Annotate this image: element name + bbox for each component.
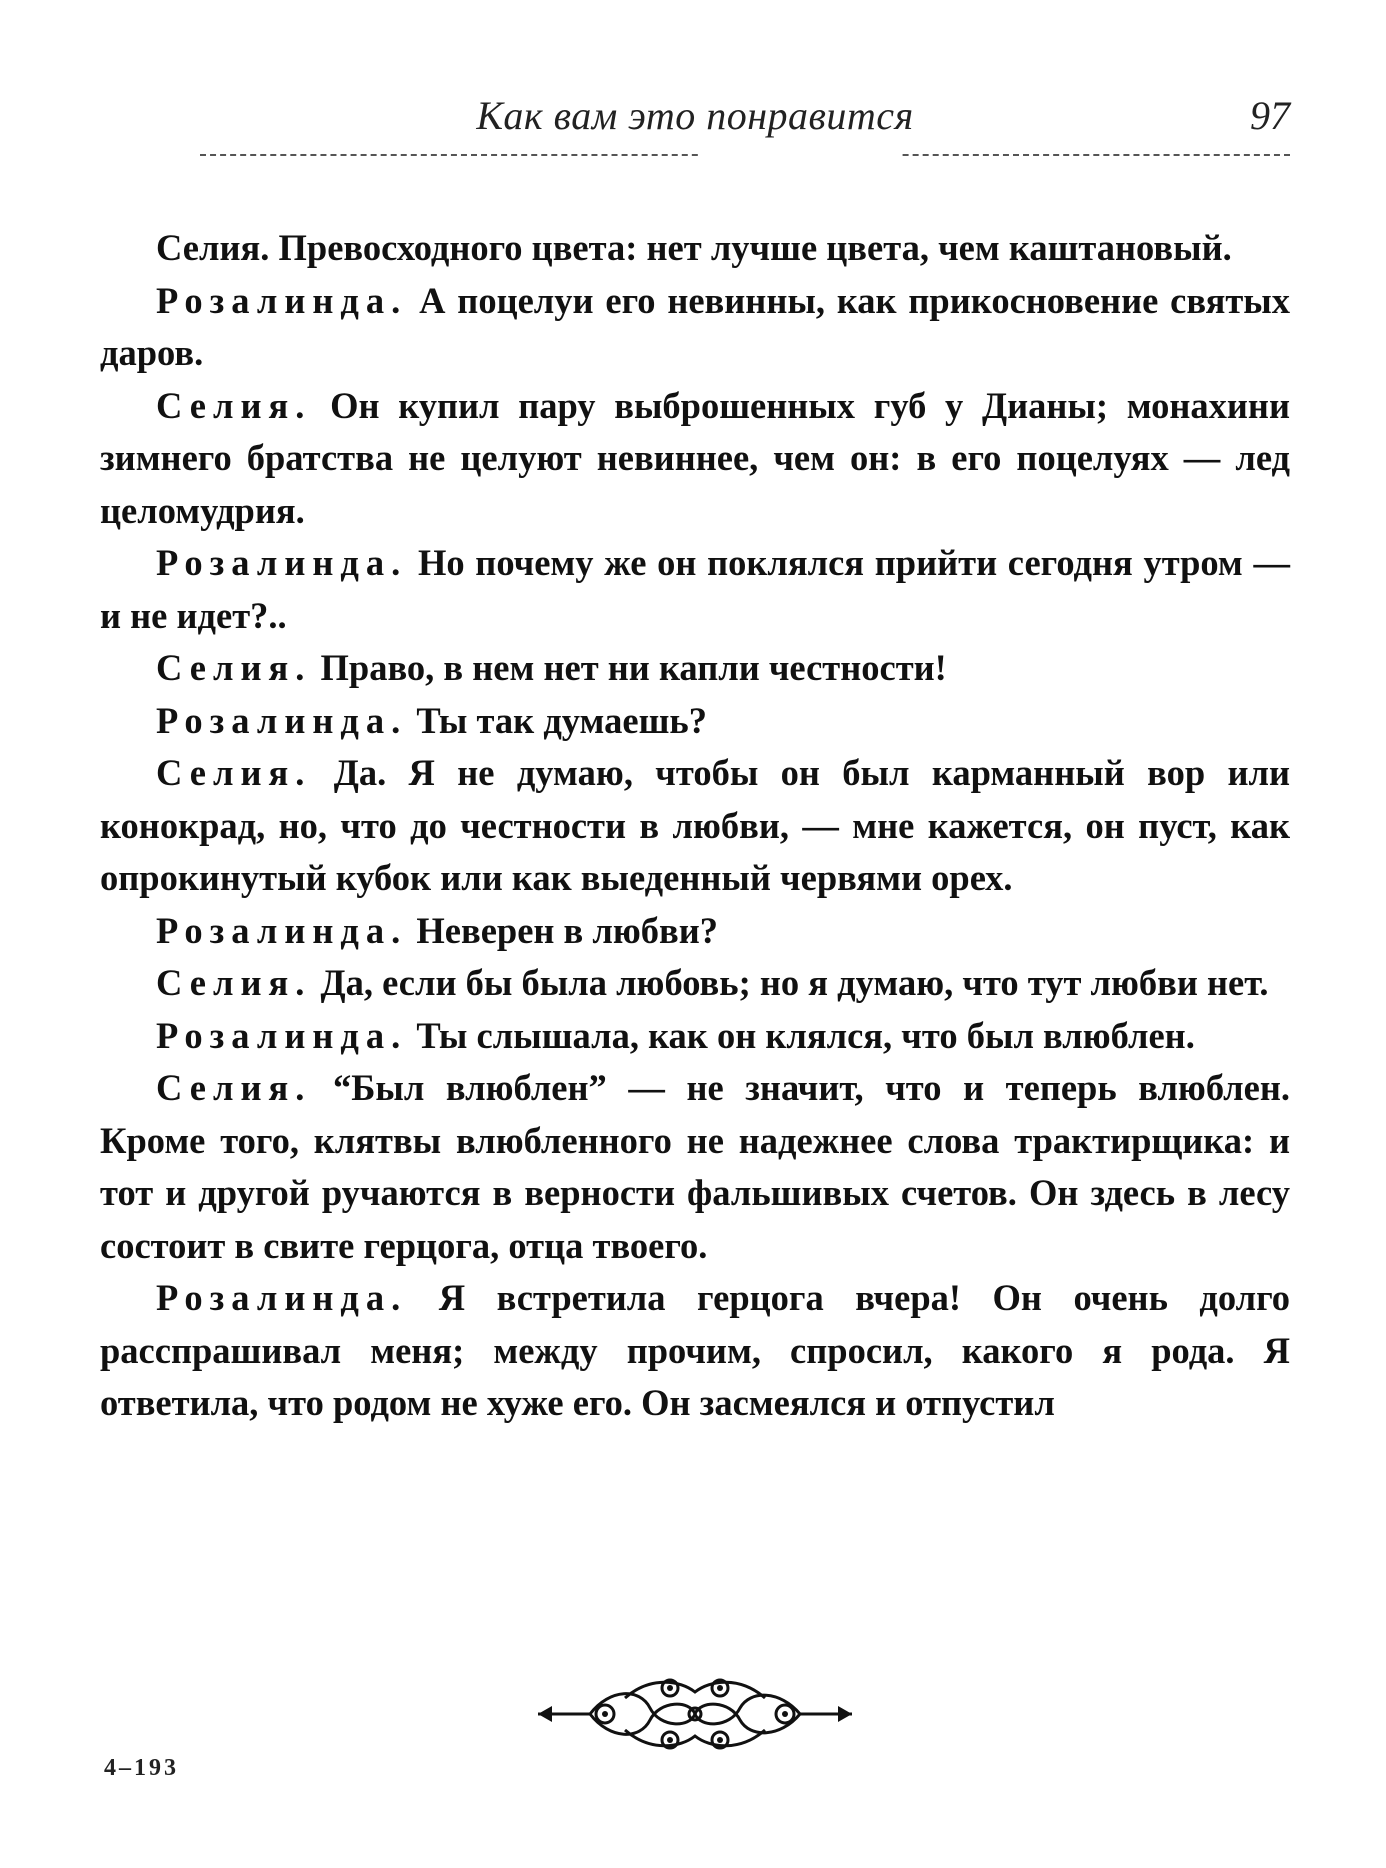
speech-text: Неверен в любви? [407,909,718,951]
speech-text: Ты так думаешь? [407,699,707,741]
speaker-name: Розалинда. [156,1014,408,1056]
printer-signature-mark: 4–193 [104,1755,179,1781]
speaker-name: Розалинда. [156,699,408,741]
speaker-name: Розалинда. [156,279,408,321]
dialogue-paragraph [100,642,1290,695]
speaker-name: Селия. [156,962,312,1003]
speech-text: Я встретила герцога вчера! Он очень долго расспрашивал меня; между прочим, спросил, какого я рода. Я ответила, что родом не хуже его. Он засмеялся и отпустил [100,1277,1290,1423]
speech-text: Да. Я не думаю, чтобы он был карманный вор или конокрад, но, что до честности в любви, — мне кажется, он пуст, как опрокинутый кубок или как выеденный червями орех. [100,752,1290,898]
speech-text: Превосходного цвета: нет лучше цвета, чем каштановый. [269,227,1232,268]
speech-text: Но почему же он поклялся прийти сегодня утром — и не идет?.. [100,542,1290,636]
floral-ornament-icon [530,1668,860,1758]
header-rule-gap [700,150,900,158]
speaker-name: Селия. [156,1067,312,1108]
dialogue-paragraph [100,957,1290,1010]
speaker-name: Розалинда. [156,1277,408,1318]
dialogue-paragraph [100,1062,1290,1272]
dialogue-paragraph [100,905,1290,958]
dialogue-paragraph [100,537,1290,642]
speaker-name: Селия. [156,384,312,426]
speaker-name: Розалинда. [156,542,408,583]
speech-text: Он купил пару выброшенных губ у Дианы; монахини зимнего братства не целуют невиннее, чем он: в его поцелуях — лед целомудрия. [100,384,1290,531]
dialogue-paragraph [100,1272,1290,1430]
speech-text: Да, если бы была любовь; но я думаю, что тут любви нет. [311,962,1269,1003]
dialogue-paragraph [100,747,1290,905]
speech-text: Ты слышала, как он клялся, что был влюблен. [407,1014,1195,1056]
floral-ornament-svg [530,1668,860,1758]
speaker-name: Селия. [156,752,312,793]
running-head [100,92,1290,152]
dialogue-paragraph [100,695,1290,748]
speaker-name: Селия. [156,647,312,688]
running-title: Как вам это понравится [476,93,914,138]
dialogue-paragraph [100,222,1290,275]
speaker-name: Селия. [156,227,270,268]
dialogue-paragraph [100,380,1290,538]
dialogue-paragraph [100,275,1290,380]
page-number: 97 [1250,93,1290,138]
play-text [100,222,1290,1430]
speech-text: Право, в нем нет ни капли честности! [311,647,947,688]
speaker-name: Розалинда. [156,909,408,951]
speech-text: А поцелуи его невинны, как прикосновение святых даров. [100,279,1290,373]
dialogue-paragraph [100,1010,1290,1063]
speech-text: “Был влюблен” — не значит, что и теперь влюблен. Кроме того, клятвы влюбленного не надежнее слова трактирщика: и тот и другой ручаются в верности фальшивых счетов. Он здесь в лесу состоит в свите герцога, отца твоего. [100,1067,1290,1266]
